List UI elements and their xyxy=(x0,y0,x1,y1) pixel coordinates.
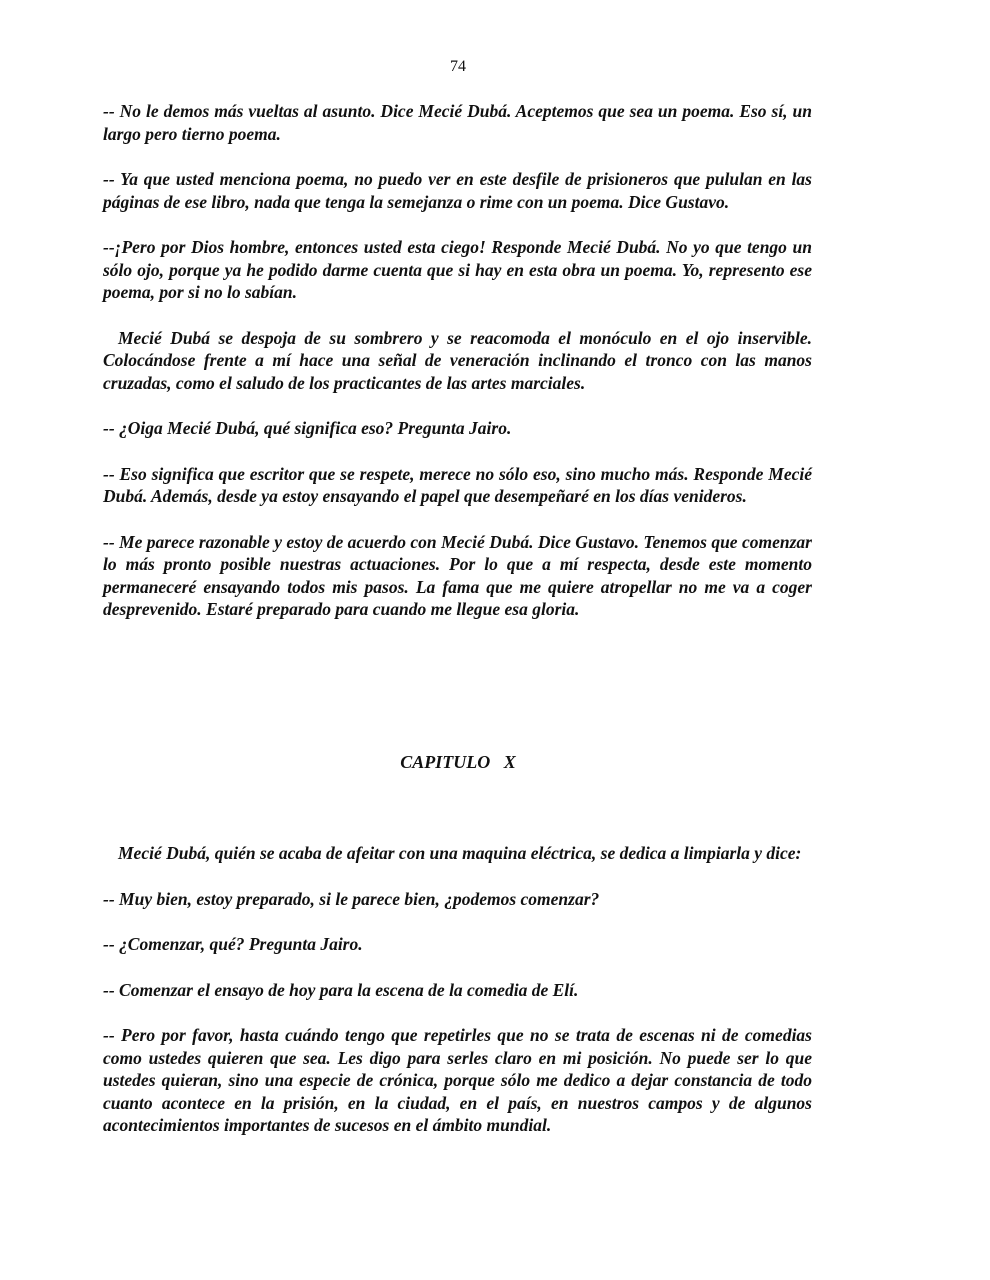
paragraph: Mecié Dubá, quién se acaba de afeitar con una maquina eléctrica, se dedica a limpiarla y dice: xyxy=(118,843,802,863)
paragraph: -- Eso significa que escritor que se respete, merece no sólo eso, sino mucho más. Responde Mecié Dubá. Además, desde ya estoy ensayando el papel que desempeñaré en los días venideros. xyxy=(103,463,812,506)
paragraph: -- ¿Comenzar, qué? Pregunta Jairo. xyxy=(103,934,363,954)
paragraph: -- Pero por favor, hasta cuándo tengo que repetirles que no se trata de escenas ni de comedias como ustedes quieren que sea. Les digo para serles claro en mi posición. No puede ser lo que ustedes quieran, sino una especie de crónica, porque sólo me dedico a dejar constancia de todo cuanto acontece en la prisión, en la ciudad, en el país, en nuestros campos y de algunos acontecimientos importantes de sucesos en el ámbito mundial. xyxy=(103,1025,812,1135)
chapter-heading: CAPITULO X xyxy=(400,752,516,772)
paragraph: --¡Pero por Dios hombre, entonces usted esta ciego! Responde Mecié Dubá. No yo que tengo un sólo ojo, porque ya he podido darme cuenta que si hay en esta obra un poema. Yo, represento ese poema, por si no lo sabían. xyxy=(103,237,812,302)
section-before-chapter xyxy=(103,100,812,644)
paragraph: -- Muy bien, estoy preparado, si le parece bien, ¿podemos comenzar? xyxy=(103,888,600,909)
section-after-chapter xyxy=(103,842,812,1160)
paragraph: -- Comenzar el ensayo de hoy para la escena de la comedia de Elí. xyxy=(103,979,579,1000)
paragraph: Mecié Dubá se despoja de su sombrero y se reacomoda el monóculo en el ojo inservible. Colocándose frente a mí hace una señal de veneración inclinando el tronco con las manos cruzadas, como el saludo de los practicantes de las artes marciales. xyxy=(103,327,812,393)
paragraph: -- No le demos más vueltas al asunto. Dice Mecié Dubá. Aceptemos que sea un poema. Eso sí, un largo pero tierno poema. xyxy=(103,101,812,144)
paragraph: -- Ya que usted menciona poema, no puedo ver en este desfile de prisioneros que pululan en las páginas de ese libro, nada que tenga la semejanza o rime con un poema. Dice Gustavo. xyxy=(103,169,812,212)
page-number: 74 xyxy=(450,58,466,75)
paragraph: -- Me parece razonable y estoy de acuerdo con Mecié Dubá. Dice Gustavo. Tenemos que comenzar lo más pronto posible nuestras actuaciones. Por lo que a mí respecta, desde este momento permaneceré ensayando todos mis pasos. La fama que me quiere atropellar no me va a coger desprevenido. Estaré preparado para cuando me llegue esa gloria. xyxy=(103,531,812,619)
paragraph: -- ¿Oiga Mecié Dubá, qué significa eso? Pregunta Jairo. xyxy=(103,418,512,438)
